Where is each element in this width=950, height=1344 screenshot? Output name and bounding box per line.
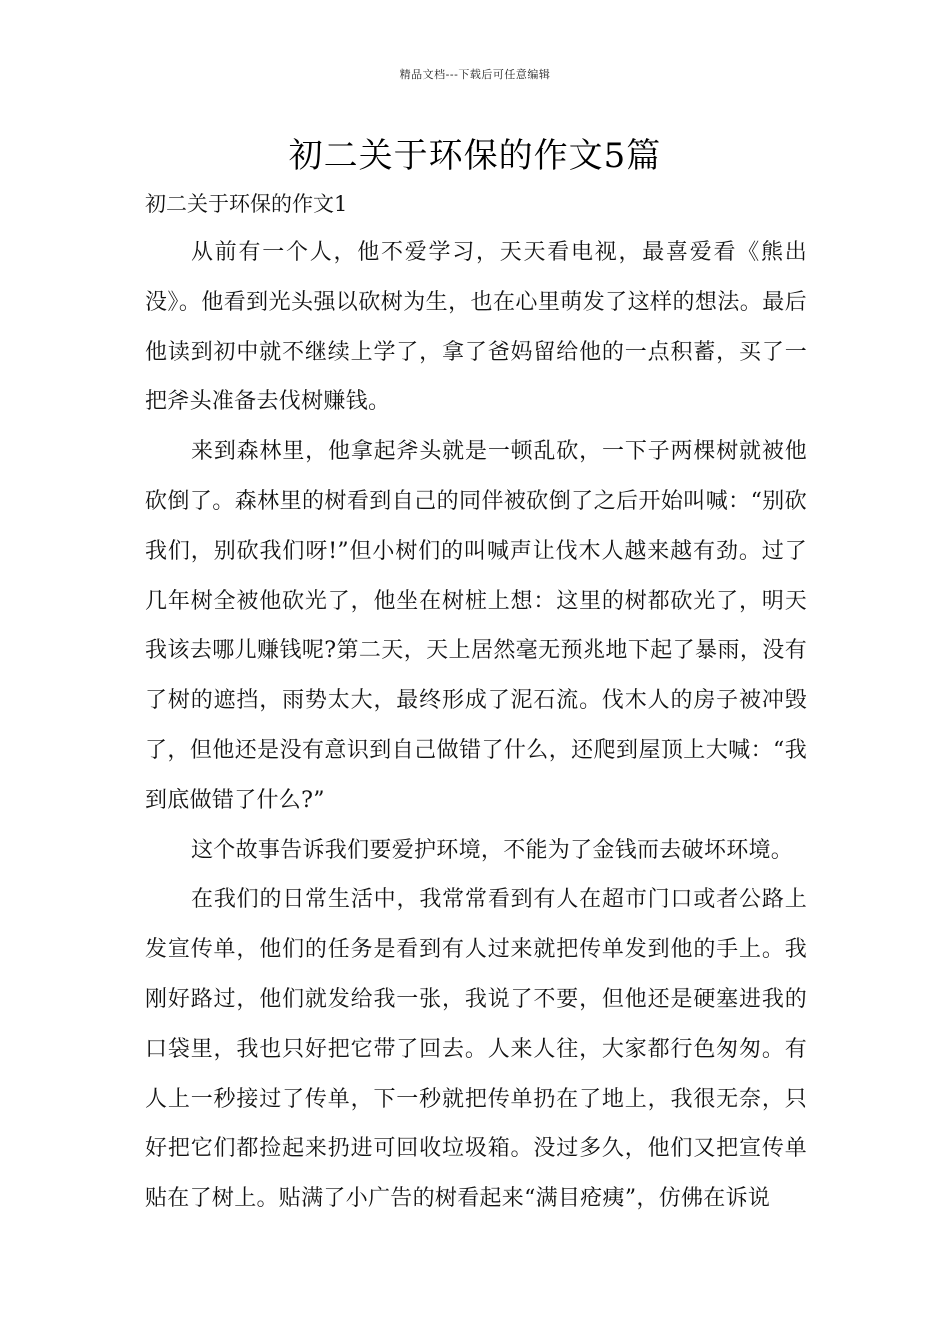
section-heading: 初二关于环保的作文1 [145,192,348,216]
paragraph: 这个故事告诉我们要爱护环境，不能为了金钱而去破坏环境。 [191,837,794,863]
header-note: 精品文档---下载后可任意编辑 [399,68,551,81]
document-title: 初二关于环保的作文5篇 [288,136,662,176]
paragraph: 在我们的日常生活中，我常常看到有人在超市门口或者公路上发宣传单，他们的任务是看到有人过来就把传单发到他的手上。我刚好路过，他们就发给我一张，我说了不要，但他还是硬塞进我的口袋里，我也只好把它带了回去。人来人往，大家都行色匆匆。有人上一秒接过了传单，下一秒就把传单扔在了地上，我很无奈，只好把它们都捡起来扔进可回收垃圾箱。没过多久，他们又把宣传单贴在了树上。贴满了小广告的树看起来“满目疮痍”，仿佛在诉说 [145,887,807,1212]
paragraph: 从前有一个人，他不爱学习，天天看电视，最喜爱看《熊出没》。他看到光头强以砍树为生，也在心里萌发了这样的想法。最后他读到初中就不继续上学了，拿了爸妈留给他的一点积蓄，买了一把斧头准备去伐树赚钱。 [145,240,807,415]
body-text [145,228,807,1224]
paragraph: 来到森林里，他拿起斧头就是一顿乱砍，一下子两棵树就被他砍倒了。森林里的树看到自己的同伴被砍倒了之后开始叫喊：“别砍我们，别砍我们呀!”但小树们的叫喊声让伐木人越来越有劲。过了几年树全被他砍光了，他坐在树桩上想：这里的树都砍光了，明天我该去哪儿赚钱呢?第二天，天上居然毫无预兆地下起了暴雨，没有了树的遮挡，雨势太大，最终形成了泥石流。伐木人的房子被冲毁了，但他还是没有意识到自己做错了什么，还爬到屋顶上大喊：“我到底做错了什么?” [145,439,807,813]
